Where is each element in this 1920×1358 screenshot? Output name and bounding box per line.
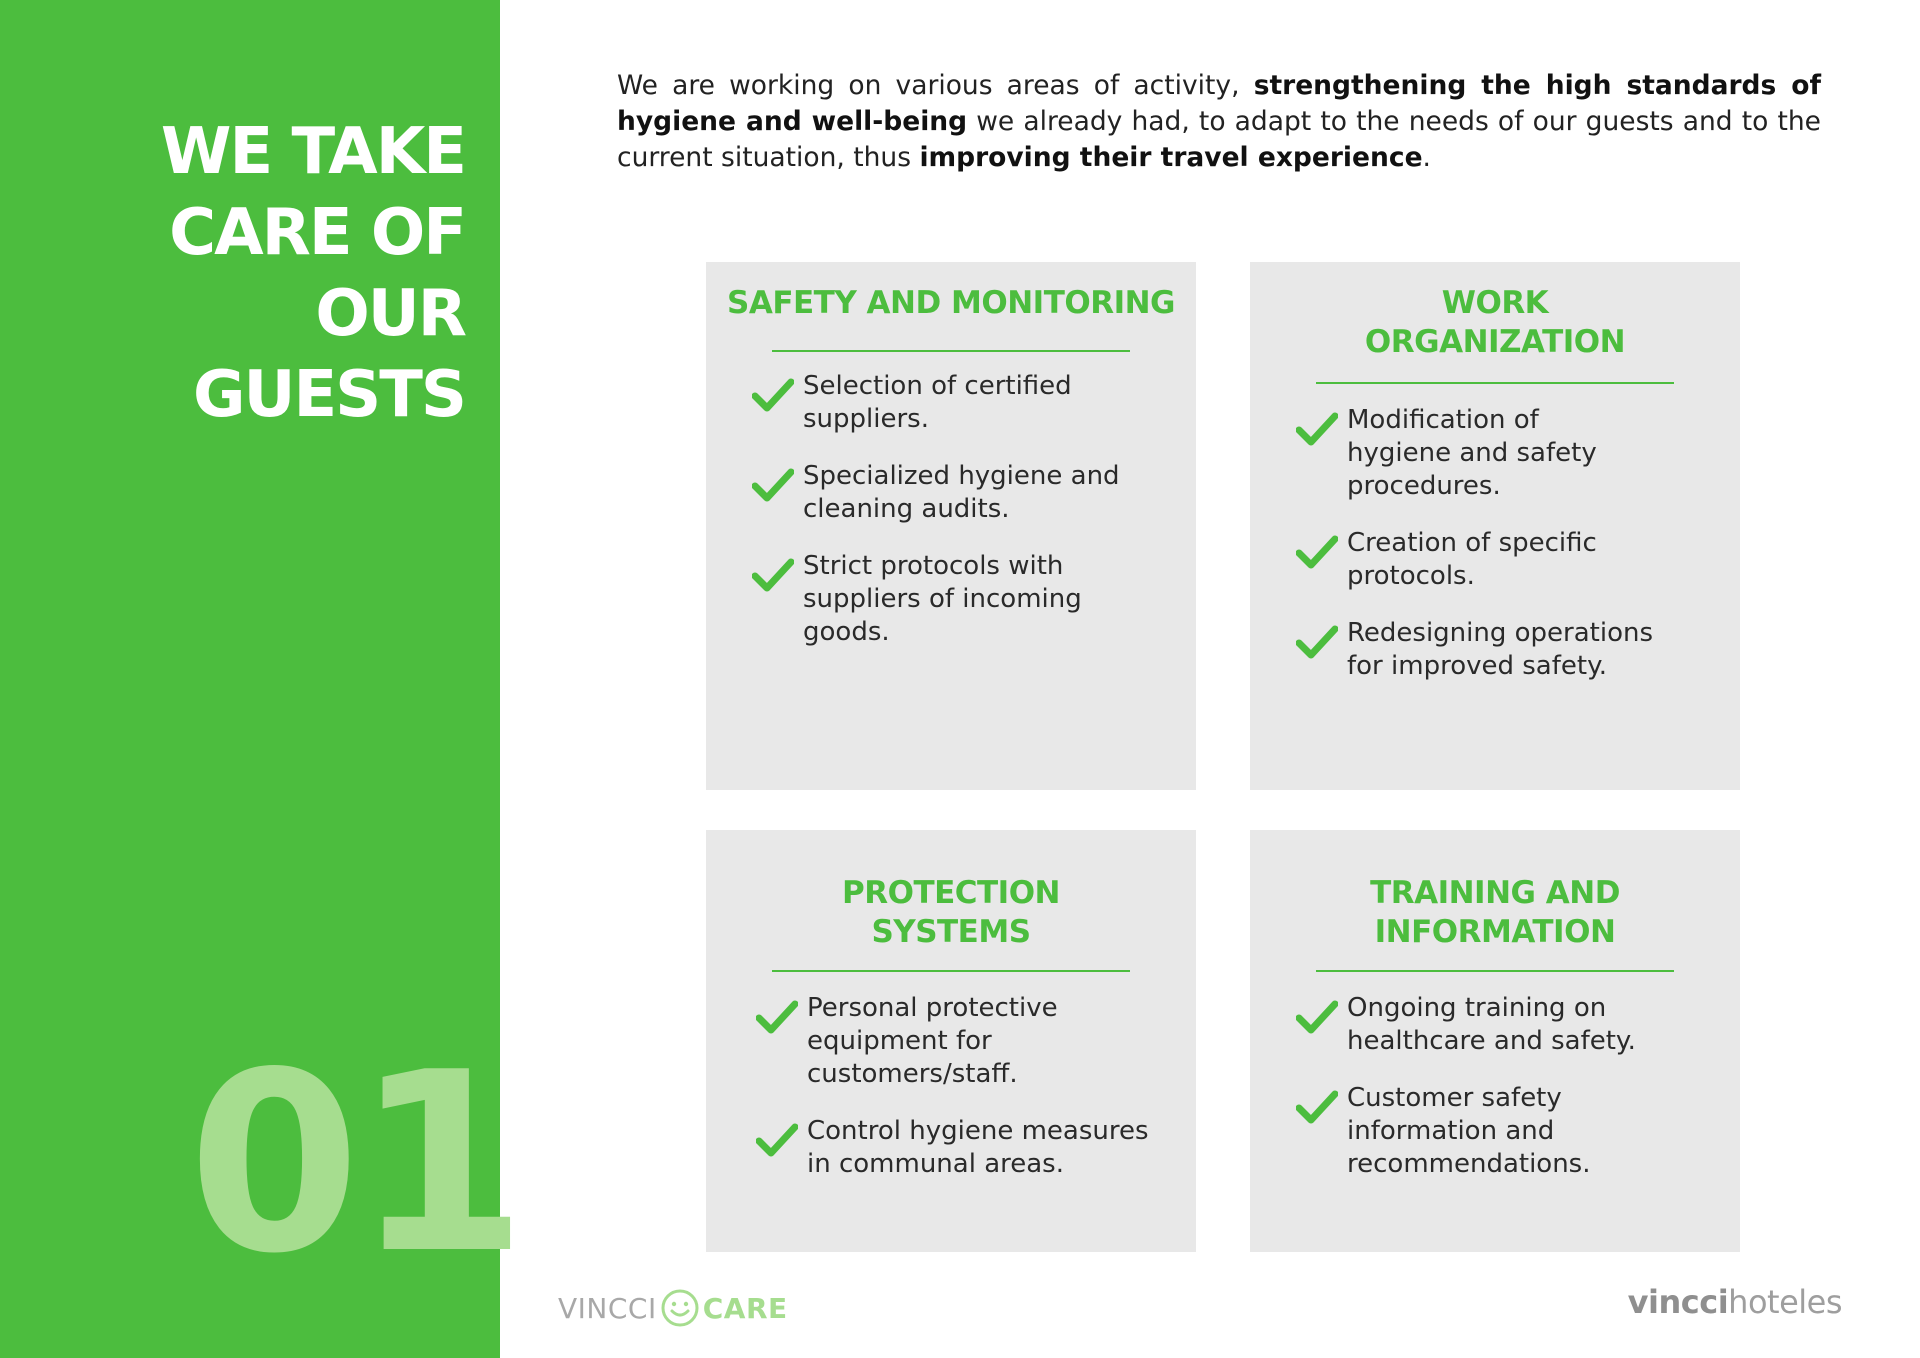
card-title <box>1270 284 1720 362</box>
intro-emphasis: strengthening the high standards of hygiene and well-being <box>617 70 1821 137</box>
checkmark-icon <box>756 1000 798 1034</box>
list-item-text: for improved safety. <box>1347 651 1608 681</box>
brand-light: hoteles <box>1728 1283 1842 1321</box>
card-protection-systems <box>706 830 1196 1252</box>
card-divider <box>1316 382 1674 384</box>
checklist <box>756 992 1176 1205</box>
card-divider <box>772 970 1130 972</box>
list-item-text: protocols. <box>1347 561 1475 591</box>
list-item-text: suppliers. <box>803 404 929 434</box>
list-item-text: Control hygiene measures <box>807 1116 1149 1146</box>
vincci-hoteles-logo <box>1628 1283 1842 1321</box>
list-item <box>1296 527 1720 593</box>
list-item-text: Creation of specific <box>1347 528 1597 558</box>
list-item-text: information and <box>1347 1116 1555 1146</box>
list-item <box>1296 992 1720 1058</box>
card-title-line: TRAINING AND <box>1370 875 1620 911</box>
card-title-line: SYSTEMS <box>871 914 1031 950</box>
list-item-text: Redesigning operations <box>1347 618 1653 648</box>
card-title-line: ORGANIZATION <box>1364 324 1626 360</box>
checkmark-icon <box>756 1123 798 1157</box>
list-item-text: Selection of certified <box>803 371 1072 401</box>
list-item-text: hygiene and safety <box>1347 438 1597 468</box>
card-title <box>1270 874 1720 952</box>
logo-text-left: VINCCI <box>558 1291 657 1325</box>
intro-text: we already had, to adapt to the needs of our guests and to the current situation, thus <box>617 106 1821 173</box>
checkmark-icon <box>752 558 794 592</box>
section-title-line: CARE OF <box>169 196 465 270</box>
list-item-text: healthcare and safety. <box>1347 1026 1636 1056</box>
list-item <box>1296 1082 1720 1181</box>
intro-text: We are working on various areas of activity, <box>617 70 1254 101</box>
checkmark-icon <box>1296 1090 1338 1124</box>
list-item-text: customers/staff. <box>807 1059 1018 1089</box>
list-item-text: Specialized hygiene and <box>803 461 1120 491</box>
list-item <box>752 460 1176 526</box>
list-item <box>752 550 1176 649</box>
list-item <box>756 1115 1176 1181</box>
section-number: 01 <box>188 1020 522 1308</box>
card-title-line: SAFETY AND MONITORING <box>727 285 1175 321</box>
list-item-text: Modification of <box>1347 405 1539 435</box>
checkmark-icon <box>752 378 794 412</box>
list-item-text: Customer safety <box>1347 1083 1562 1113</box>
list-item-text: Ongoing training on <box>1347 993 1607 1023</box>
list-item-text: procedures. <box>1347 471 1501 501</box>
card-title <box>726 284 1176 323</box>
card-title-line: WORK <box>1441 285 1549 321</box>
list-item-text: suppliers of incoming <box>803 584 1082 614</box>
intro-emphasis: improving their travel experience <box>919 142 1423 173</box>
checkmark-icon <box>1296 535 1338 569</box>
list-item <box>1296 617 1720 683</box>
intro-paragraph <box>617 68 1821 176</box>
list-item-text: goods. <box>803 617 890 647</box>
card-work-organization <box>1250 262 1740 790</box>
section-title <box>25 112 465 436</box>
logo-text-right: CARE <box>702 1291 788 1325</box>
list-item <box>756 992 1176 1091</box>
card-title-line: PROTECTION <box>842 875 1060 911</box>
card-safety-monitoring <box>706 262 1196 790</box>
list-item-text: Personal protective <box>807 993 1058 1023</box>
card-training-information <box>1250 830 1740 1252</box>
list-item <box>1296 404 1720 503</box>
checkmark-icon <box>1296 625 1338 659</box>
intro-text: . <box>1422 142 1431 173</box>
list-item-text: Strict protocols with <box>803 551 1064 581</box>
card-title-line: INFORMATION <box>1374 914 1616 950</box>
checkmark-icon <box>1296 1000 1338 1034</box>
section-title-line: OUR GUESTS <box>192 277 465 432</box>
list-item-text: in communal areas. <box>807 1149 1064 1179</box>
list-item-text: equipment for <box>807 1026 992 1056</box>
checkmark-icon <box>1296 412 1338 446</box>
sidebar-panel <box>0 0 522 1358</box>
list-item <box>752 370 1176 436</box>
card-divider <box>1316 970 1674 972</box>
smiley-icon <box>660 1288 700 1328</box>
card-divider <box>772 350 1130 352</box>
vincci-care-logo <box>558 1288 788 1328</box>
checklist <box>752 370 1176 673</box>
section-title-line: WE TAKE <box>160 115 465 189</box>
list-item-text: recommendations. <box>1347 1149 1591 1179</box>
brand-bold: vincci <box>1627 1283 1729 1321</box>
card-title <box>726 874 1176 952</box>
list-item-text: cleaning audits. <box>803 494 1010 524</box>
checklist <box>1296 404 1720 707</box>
checklist <box>1296 992 1720 1205</box>
checkmark-icon <box>752 468 794 502</box>
